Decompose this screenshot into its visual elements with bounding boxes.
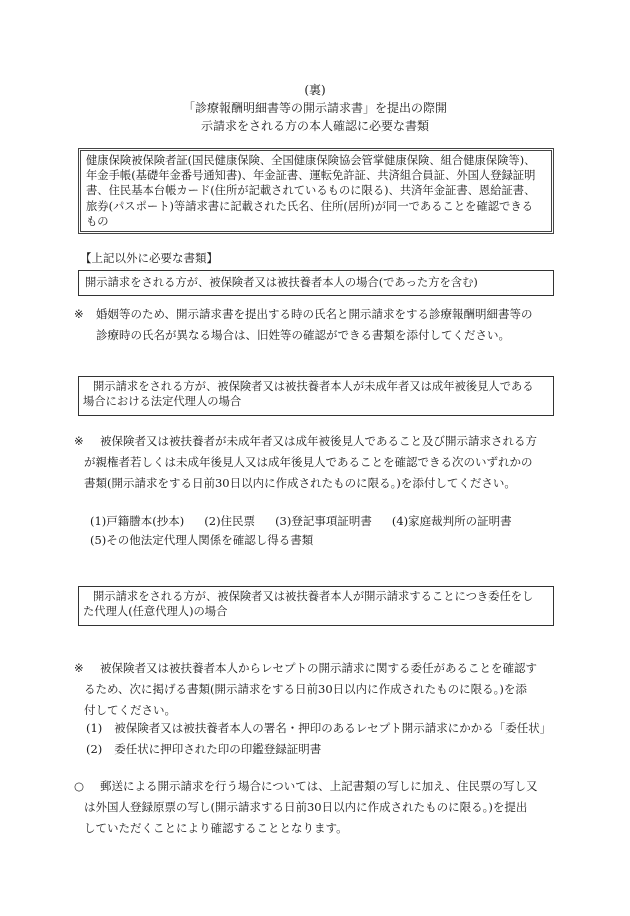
box-line: 年金手帳(基礎年金番号通知書)、年金証書、運転免許証、共済組合員証、外国人登録証明 — [86, 169, 536, 183]
sub-item-number: (1) — [86, 721, 103, 735]
note-line: 婚姻等のため、開示請求書を提出する時の氏名と開示請求をする診療報酬明細書等の — [96, 307, 533, 321]
note-mark: ※ — [74, 307, 84, 321]
case2-items-row1 — [90, 512, 532, 531]
case2-note — [74, 431, 564, 497]
list-item: (2)住民票 — [204, 514, 256, 528]
list-item: (1)戸籍謄本(抄本) — [90, 514, 185, 528]
case3-box — [78, 586, 554, 626]
note-line: 付してください。 — [84, 703, 176, 717]
case2-box — [78, 376, 554, 416]
sub-item-text: 委任状に押印された印の印鑑登録証明書 — [114, 742, 322, 756]
page-title-line1: 「診療報酬明細書等の開示請求書」を提出の際開 — [182, 101, 447, 115]
list-item: (3)登記事項証明書 — [275, 514, 372, 528]
note-mark: ※ — [74, 661, 84, 675]
case1-note — [74, 304, 564, 348]
box-line: 開示請求をされる方が、被保険者又は被扶養者本人が開示請求することにつき委任をし — [93, 590, 534, 603]
case3-note — [74, 658, 574, 724]
note-line: 郵送による開示請求を行う場合については、上記書類の写しに加え、住民票の写し又 — [100, 779, 538, 793]
list-item: (4)家庭裁判所の証明書 — [391, 514, 512, 528]
sub-item — [86, 718, 566, 739]
sub-item-number: (2) — [86, 742, 103, 756]
box-line: 場合における法定代理人の場合 — [83, 395, 242, 408]
note-line: 被保険者又は被扶養者本人からレセプトの開示請求に関する委任があることを確認す — [100, 661, 537, 675]
page-side-label: (裏) — [304, 83, 326, 97]
box-line: 開示請求をされる方が、被保険者又は被扶養者本人が未成年者又は成年被後見人である — [93, 380, 534, 393]
note-mark: ※ — [74, 434, 84, 448]
note-line: が親権者若しくは未成年後見人又は成年後見人であることを確認できる次のいずれかの — [84, 455, 533, 469]
note-line: していただくことにより確認することとなります。 — [84, 821, 348, 835]
case3-sub-items — [86, 718, 566, 760]
sub-item — [86, 739, 566, 760]
mail-note — [74, 776, 574, 842]
note-line: は外国人登録原票の写し(開示請求する日前30日以内に作成されたものに限る。)を提出 — [84, 800, 528, 814]
case1-box: 開示請求をされる方が、被保険者又は被扶養者本人の場合(であった方を含む) — [78, 270, 554, 296]
identity-documents-box — [78, 148, 554, 234]
note-line: 書類(開示請求をする日前30日以内に作成されたものに限る。)を添付してください。 — [84, 476, 516, 490]
note-line: るため、次に掲げる書類(開示請求をする日前30日以内に作成されたものに限る。)を添 — [84, 682, 527, 696]
section-heading: 【上記以外に必要な書類】 — [80, 251, 218, 265]
note-mark: ○ — [74, 779, 85, 793]
page-title-line2: 示請求をされる方の本人確認に必要な書類 — [200, 119, 429, 133]
note-line: 診療時の氏名が異なる場合は、旧姓等の確認ができる書類を添付してください。 — [96, 328, 510, 342]
case2-items-row2 — [90, 531, 333, 550]
sub-item-text: 被保険者又は被扶養者本人の署名・押印のあるレセプト開示請求にかかる「委任状」 — [114, 721, 552, 735]
box-line: 健康保険被保険者証(国民健康保険、全国健康保険協会管掌健康保険、組合健康保険等)、 — [86, 154, 536, 167]
box-line: 旅券(パスポート)等請求書に記載された氏名、住所(居所)が同一であることを確認できる — [86, 199, 533, 213]
note-line: 被保険者又は被扶養者が未成年者又は成年被後見人であること及び開示請求される方 — [100, 434, 537, 448]
list-item: (5)その他法定代理人関係を確認し得る書類 — [90, 533, 314, 547]
box-line: た代理人(任意代理人)の場合 — [83, 605, 228, 618]
box-line: もの — [86, 214, 109, 228]
box-line: 書、住民基本台帳カード(住所が記載されているものに限る)、共済年金証書、恩給証書、 — [86, 184, 536, 198]
